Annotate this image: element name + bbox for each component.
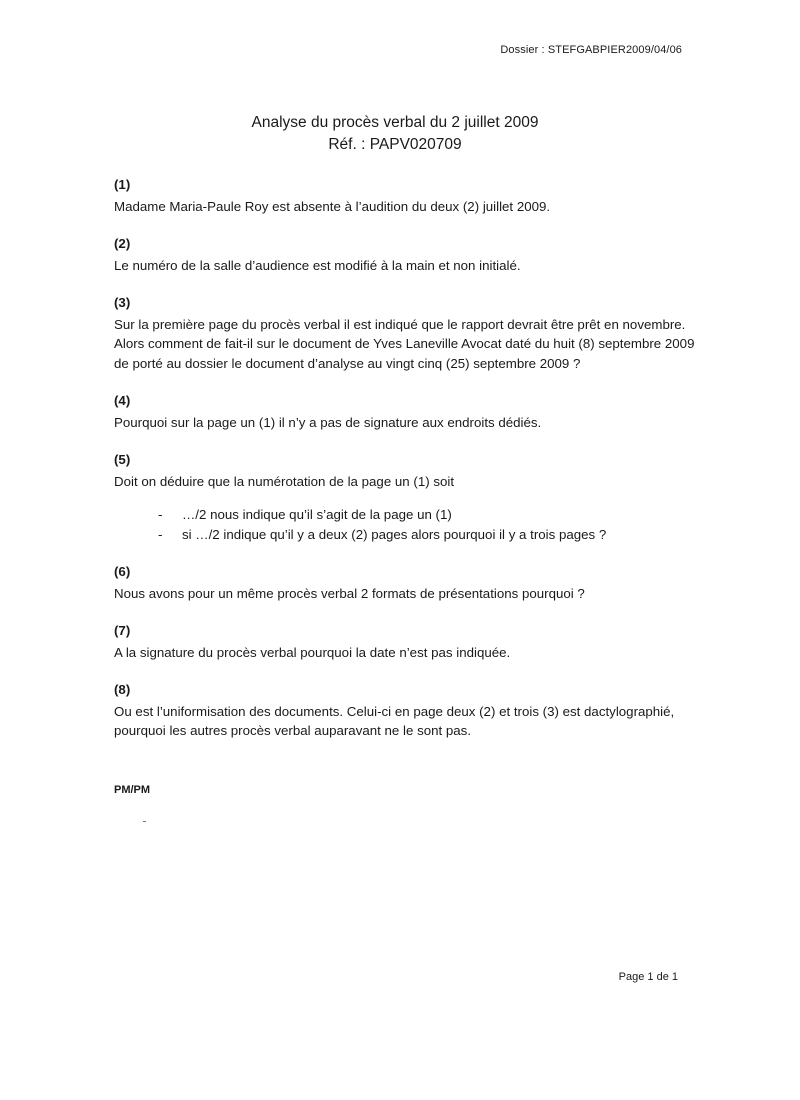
- dossier-reference: Dossier : STEFGABPIER2009/04/06: [500, 44, 682, 56]
- section-number: (1): [114, 177, 131, 192]
- section-text: Sur la première page du procès verbal il est indiqué que le rapport devrait être prêt en novembre. Alors comment de fait-il sur le document de Yves Laneville Avocat daté du huit (8) septembre 2009 de porté au dossier le document d’analyse au vingt cinq (25) septembre 2009 ?: [114, 316, 695, 371]
- author-initials: PM/PM: [114, 784, 151, 796]
- section-number: (6): [114, 564, 131, 579]
- section-text: Pourquoi sur la page un (1) il n’y a pas de signature aux endroits dédiés.: [114, 414, 542, 430]
- section-8: [114, 680, 704, 741]
- section-number: (7): [114, 623, 131, 638]
- section-1: [114, 175, 704, 216]
- section-3: [114, 293, 704, 373]
- list-item: [158, 525, 704, 545]
- bullet-marker: -: [158, 526, 163, 542]
- section-text: Doit on déduire que la numérotation de la page un (1) soit: [114, 473, 455, 489]
- page-number: Page 1 de 1: [618, 971, 678, 983]
- section-6: [114, 562, 704, 603]
- title-line-1: Analyse du procès verbal du 2 juillet 2009: [251, 114, 539, 131]
- bullet-list: [114, 505, 704, 544]
- section-5: [114, 450, 704, 544]
- section-text: A la signature du procès verbal pourquoi la date n’est pas indiquée.: [114, 644, 511, 660]
- list-item-text: si …/2 indique qu’il y a deux (2) pages alors pourquoi il y a trois pages ?: [182, 526, 607, 542]
- section-7: [114, 621, 704, 662]
- section-text: Le numéro de la salle d’audience est modifié à la main et non initialé.: [114, 257, 521, 273]
- scan-mark: [143, 821, 146, 822]
- section-text: Ou est l’uniformisation des documents. Celui-ci en page deux (2) et trois (3) est dactylographié, pourquoi les autres procès verbal auparavant ne le sont pas.: [114, 703, 675, 738]
- list-item-text: …/2 nous indique qu’il s’agit de la page un (1): [182, 507, 452, 522]
- section-4: [114, 391, 704, 432]
- document-title: [0, 112, 790, 156]
- section-text: Madame Maria-Paule Roy est absente à l’audition du deux (2) juillet 2009.: [114, 198, 551, 214]
- section-2: [114, 234, 704, 275]
- section-text: Nous avons pour un même procès verbal 2 formats de présentations pourquoi ?: [114, 585, 585, 601]
- list-item: [158, 505, 704, 525]
- bullet-marker: -: [158, 507, 163, 522]
- section-number: (8): [114, 682, 131, 697]
- section-number: (4): [114, 393, 131, 408]
- document-body: [114, 175, 704, 759]
- section-number: (5): [114, 452, 131, 467]
- title-line-2: Réf. : PAPV020709: [328, 136, 462, 153]
- section-number: (2): [114, 236, 131, 251]
- section-number: (3): [114, 295, 131, 310]
